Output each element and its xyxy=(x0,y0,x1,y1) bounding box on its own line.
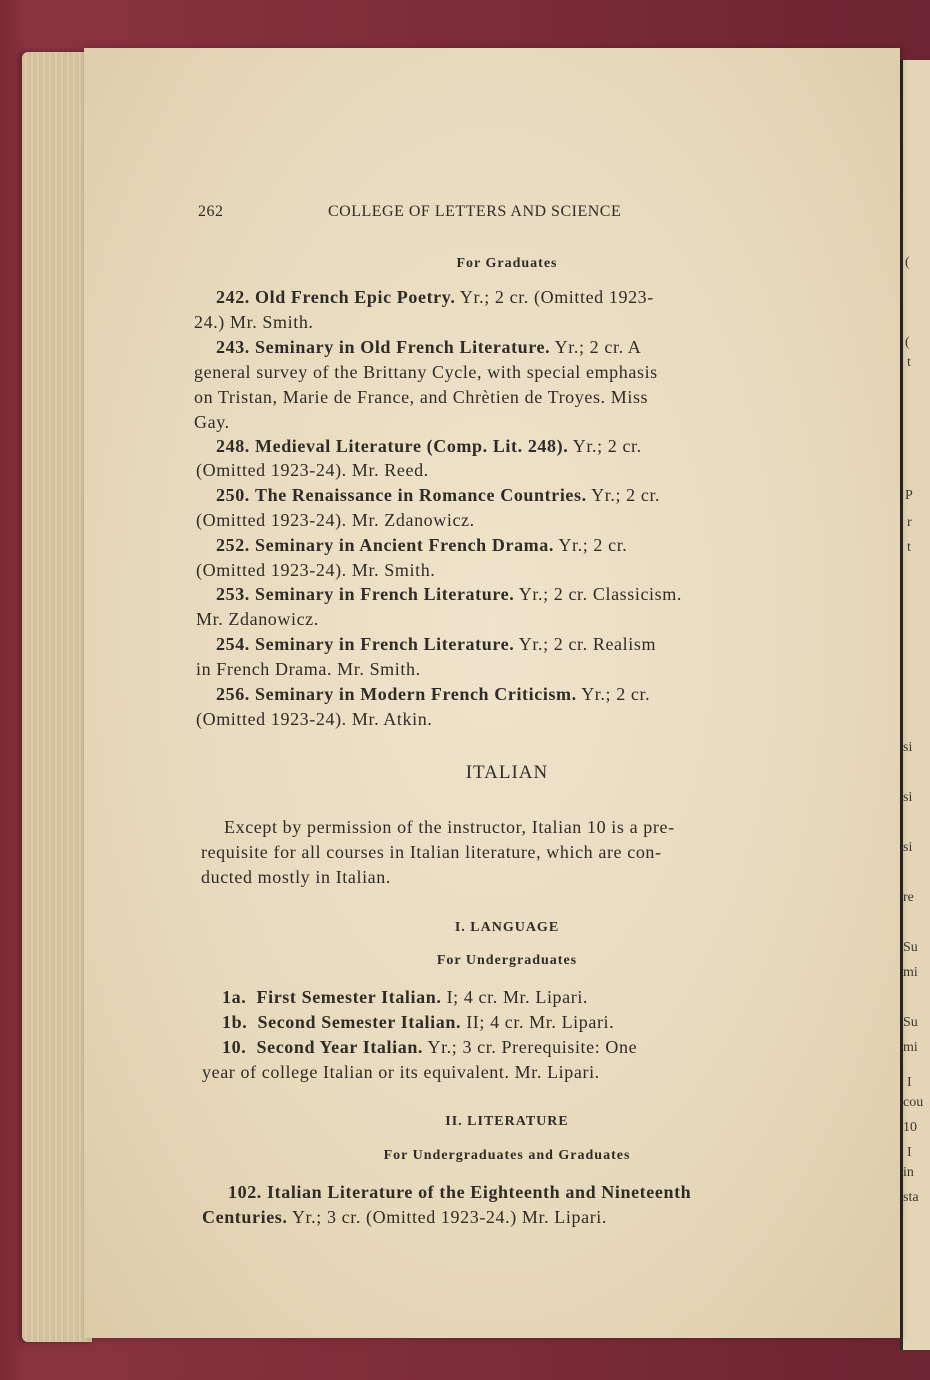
next-page-fragment: in xyxy=(903,1165,914,1180)
course-line: (Omitted 1923-24). Mr. Zdanowicz. xyxy=(196,510,475,530)
page-number: 262 xyxy=(198,203,224,220)
literature-subheading: For Undergraduates and Graduates xyxy=(383,1148,631,1163)
next-page-fragment: cou xyxy=(903,1095,924,1110)
course-242: 242. Old French Epic Poetry. Yr.; 2 cr. (Omitted 1923- xyxy=(216,287,654,307)
course-line: (Omitted 1923-24). Mr. Smith. xyxy=(196,560,436,580)
running-title: COLLEGE OF LETTERS AND SCIENCE xyxy=(328,203,622,220)
next-page-fragment: sta xyxy=(903,1190,919,1205)
intro-line: requisite for all courses in Italian literature, which are con- xyxy=(201,842,662,862)
next-page-fragment: ( xyxy=(905,335,910,350)
course-1a: 1a. First Semester Italian. I; 4 cr. Mr. Lipari. xyxy=(222,987,589,1007)
course-line: 24.) Mr. Smith. xyxy=(194,312,314,332)
course-line: Centuries. Yr.; 3 cr. (Omitted 1923-24.) Mr. Lipari. xyxy=(202,1207,607,1227)
next-page-fragment: r xyxy=(907,515,912,530)
next-page-fragment: Su xyxy=(903,1015,918,1030)
course-252: 252. Seminary in Ancient French Drama. Yr.; 2 cr. xyxy=(216,535,628,555)
next-page-fragment: si xyxy=(903,790,913,805)
next-page-fragment: si xyxy=(903,840,913,855)
course-line: (Omitted 1923-24). Mr. Atkin. xyxy=(196,709,433,729)
course-10: 10. Second Year Italian. Yr.; 3 cr. Prerequisite: One xyxy=(222,1037,638,1057)
literature-heading: II. LITERATURE xyxy=(445,1114,569,1129)
next-page-fragment: ( xyxy=(905,255,910,270)
course-253: 253. Seminary in French Literature. Yr.; 2 cr. Classicism. xyxy=(216,584,682,604)
course-line: on Tristan, Marie de France, and Chrètien de Troyes. Miss xyxy=(194,387,649,407)
next-page-fragment: t xyxy=(907,355,911,370)
course-102: 102. Italian Literature of the Eighteenth and Nineteenth xyxy=(228,1182,692,1202)
next-page-fragment: mi xyxy=(903,965,918,980)
next-page-fragment: I xyxy=(907,1145,912,1160)
intro-line: Except by permission of the instructor, Italian 10 is a pre- xyxy=(224,817,675,837)
course-1b: 1b. Second Semester Italian. II; 4 cr. Mr. Lipari. xyxy=(222,1012,615,1032)
course-line: Mr. Zdanowicz. xyxy=(196,609,319,629)
course-line: general survey of the Brittany Cycle, with special emphasis xyxy=(194,362,658,382)
section-subheading: For Graduates xyxy=(456,256,558,271)
next-page-fragment: mi xyxy=(903,1040,918,1055)
next-page-fragment: P xyxy=(905,488,913,503)
course-line: (Omitted 1923-24). Mr. Reed. xyxy=(196,460,429,480)
language-heading: I. LANGUAGE xyxy=(454,920,560,935)
next-page-fragment: Su xyxy=(903,940,918,955)
next-page-fragment: t xyxy=(907,540,911,555)
next-page-fragment: I xyxy=(907,1075,912,1090)
course-256: 256. Seminary in Modern French Criticism. Yr.; 2 cr. xyxy=(216,684,651,704)
course-line: year of college Italian or its equivalent. Mr. Lipari. xyxy=(202,1062,600,1082)
course-248: 248. Medieval Literature (Comp. Lit. 248). Yr.; 2 cr. xyxy=(216,436,642,456)
intro-line: ducted mostly in Italian. xyxy=(201,867,391,887)
next-page-fragment: re xyxy=(903,890,914,905)
next-page-fragment: 10 xyxy=(903,1120,917,1135)
course-line: in French Drama. Mr. Smith. xyxy=(196,659,421,679)
course-243: 243. Seminary in Old French Literature. Yr.; 2 cr. A xyxy=(216,337,642,357)
course-line: Gay. xyxy=(194,412,230,432)
section-title-italian: ITALIAN xyxy=(465,762,549,783)
course-254: 254. Seminary in French Literature. Yr.; 2 cr. Realism xyxy=(216,634,657,654)
language-subheading: For Undergraduates xyxy=(436,953,578,968)
next-page-fragment: si xyxy=(903,740,913,755)
course-250: 250. The Renaissance in Romance Countries. Yr.; 2 cr. xyxy=(216,485,661,505)
